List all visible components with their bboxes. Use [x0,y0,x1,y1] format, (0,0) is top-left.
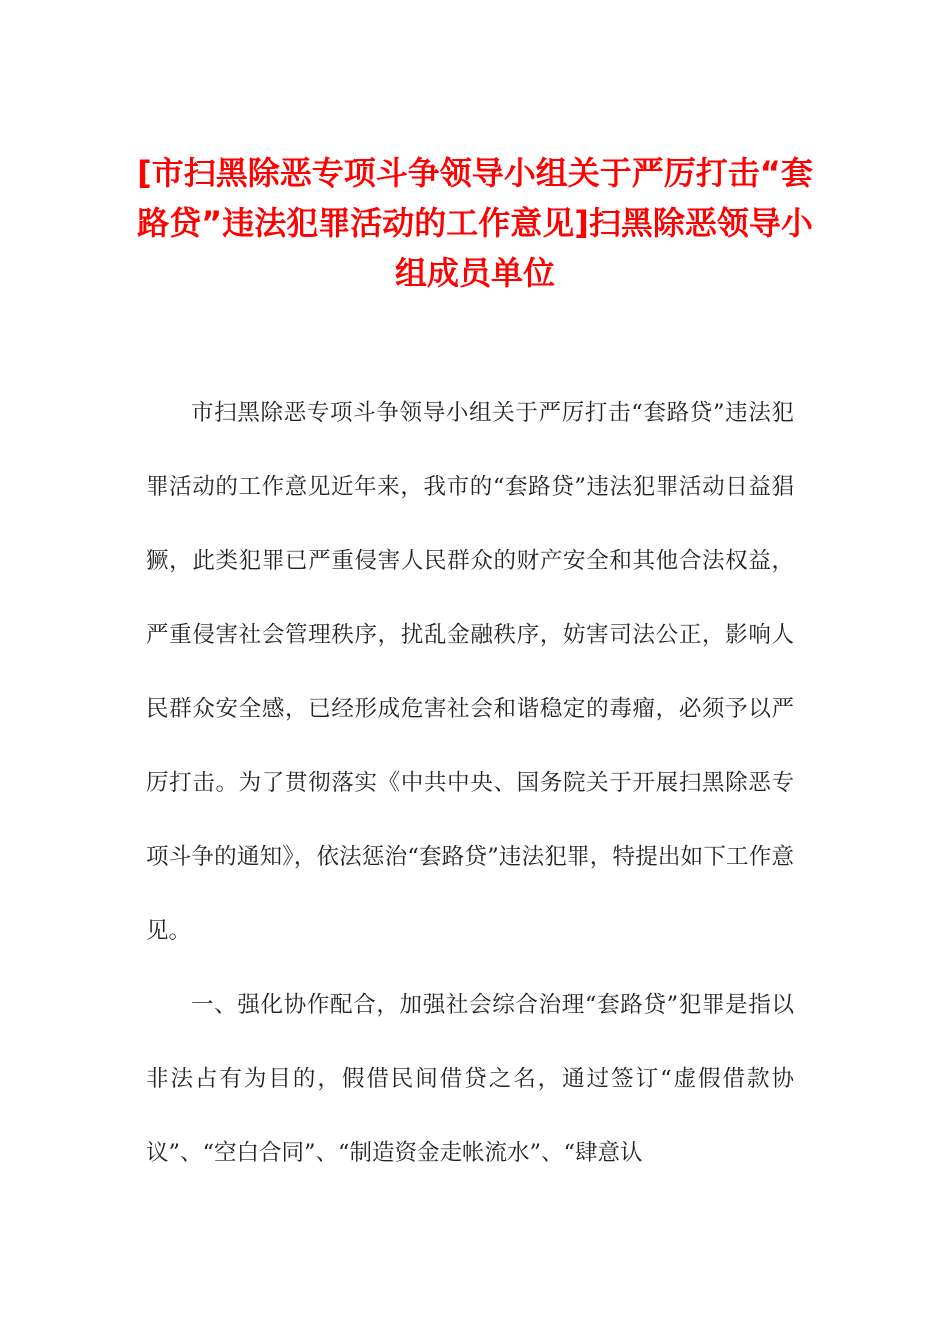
document-title: [市扫黑除恶专项斗争领导小组关于严厉打击“套路贷”违法犯罪活动的工作意见]扫黑除恶领导小组成员单位 [137,154,813,292]
document-body [146,376,794,1190]
paragraph-section-one: 一、强化协作配合，加强社会综合治理“套路贷”犯罪是指以非法占有为目的，假借民间借贷之名，通过签订“虚假借款协议”、“空白合同”、“制造资金走帐流水”、“肆意认 [146,992,794,1166]
paragraph-intro: 市扫黑除恶专项斗争领导小组关于严厉打击“套路贷”违法犯罪活动的工作意见近年来，我市的“套路贷”违法犯罪活动日益猖獗，此类犯罪已严重侵害人民群众的财产安全和其他合法权益，严重侵害社会管理秩序，扰乱金融秩序，妨害司法公正，影响人民群众安全感，已经形成危害社会和谐稳定的毒瘤，必须予以严厉打击。为了贯彻落实《中共中央、国务院关于开展扫黑除恶专项斗争的通知》，依法惩治“套路贷”违法犯罪，特提出如下工作意见。 [146,400,794,944]
